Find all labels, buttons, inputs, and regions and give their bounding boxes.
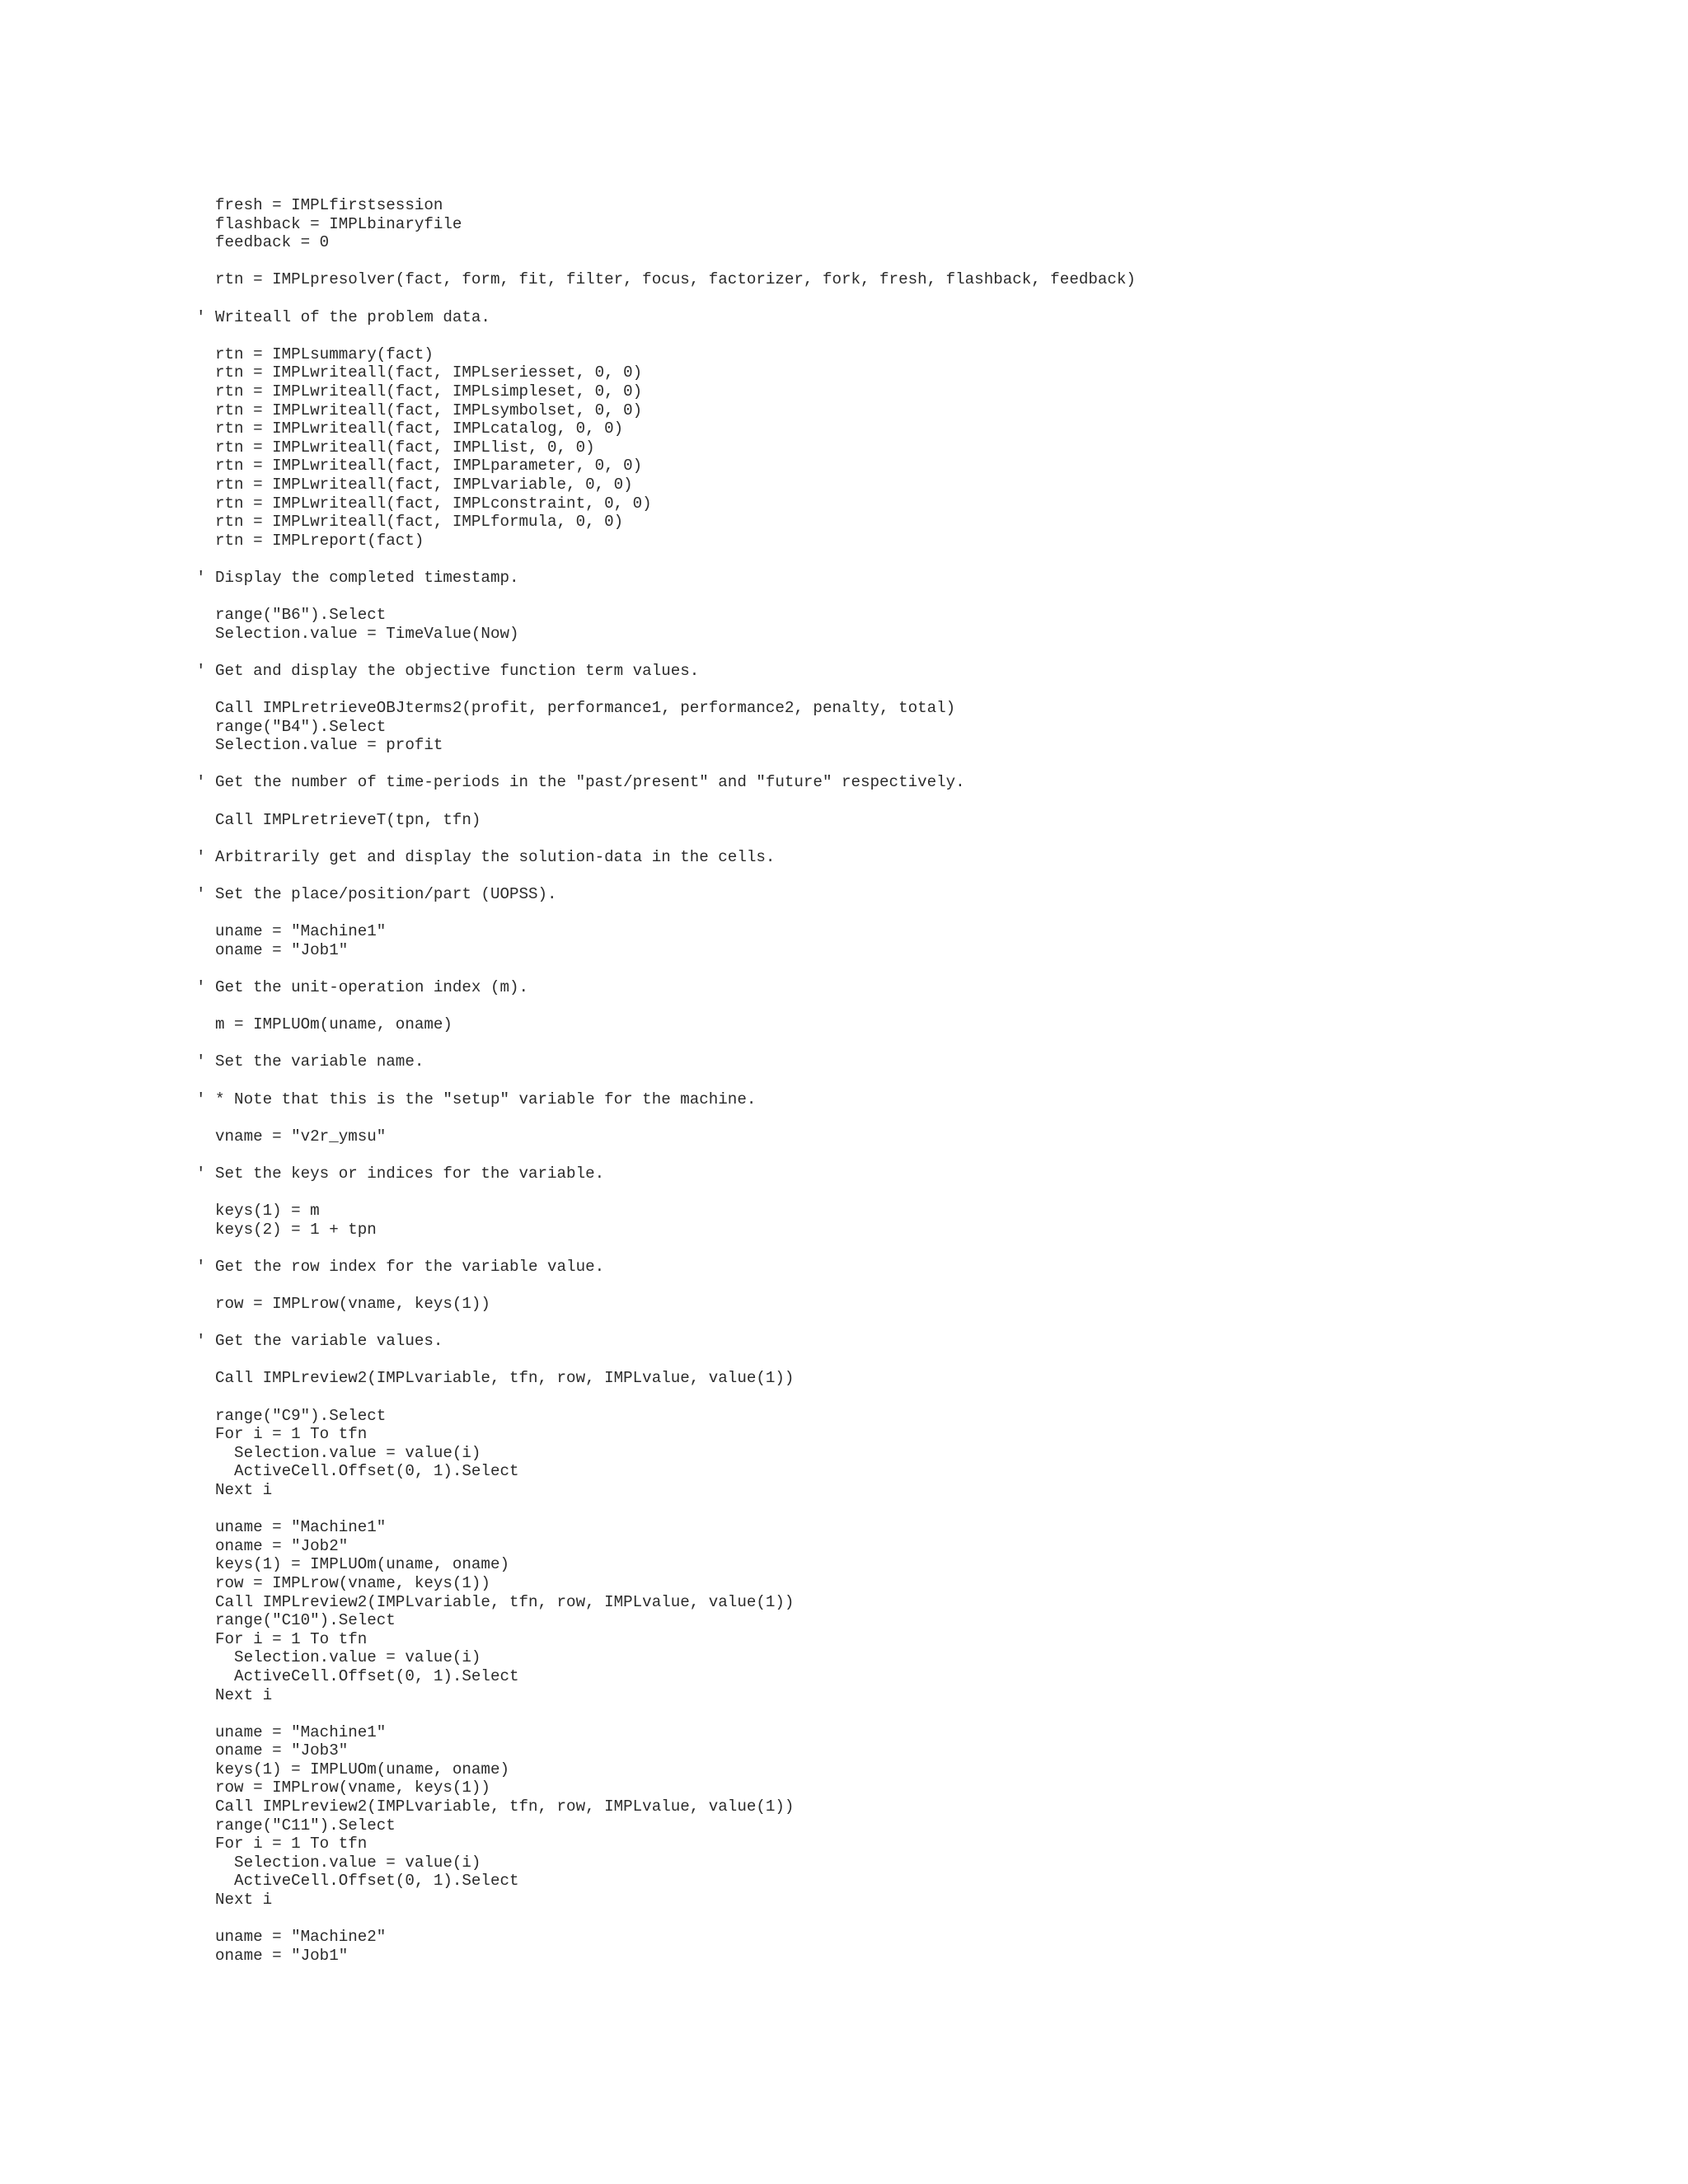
code-line: Selection.value = value(i) [196,1853,481,1872]
code-line: Next i [196,1891,273,1910]
code-line: uname = "Machine2" [196,1928,387,1947]
blank-line [196,252,1136,271]
code-line: uname = "Machine1" [196,922,387,941]
blank-line [196,1314,1136,1333]
code-line: row = IMPLrow(vname, keys(1)) [196,1573,490,1592]
comment-line: ' Get the variable values. [196,1332,443,1351]
blank-line [196,959,1136,978]
comment-line: ' Get the number of time-periods in the "past/present" and "future" respectively. [196,773,965,792]
code-line: oname = "Job1" [196,940,349,959]
code-line: rtn = IMPLwriteall(fact, IMPLcatalog, 0, 0) [196,419,624,438]
blank-line [196,1146,1136,1165]
code-line: range("B4").Select [196,717,387,736]
code-line: Selection.value = profit [196,736,443,755]
code-line: Call IMPLreview2(IMPLvariable, tfn, row, IMPLvalue, value(1)) [196,1592,795,1611]
code-line: keys(1) = IMPLUOm(uname, oname) [196,1760,509,1779]
code-line: oname = "Job2" [196,1536,349,1555]
code-line: rtn = IMPLwriteall(fact, IMPLvariable, 0, 0) [196,475,633,494]
blank-line [196,755,1136,774]
code-line: rtn = IMPLreport(fact) [196,531,424,550]
code-line: ActiveCell.Offset(0, 1).Select [196,1462,519,1481]
comment-line: ' * Note that this is the "setup" variable for the machine. [196,1090,757,1108]
comment-line: ' Set the variable name. [196,1052,424,1071]
code-line: rtn = IMPLwriteall(fact, IMPLconstraint, 0, 0) [196,494,652,513]
comment-line: ' Writeall of the problem data. [196,307,490,326]
blank-line [196,1239,1136,1258]
code-line: rtn = IMPLwriteall(fact, IMPLformula, 0, 0) [196,513,624,532]
comment-line: ' Get the unit-operation index (m). [196,977,529,996]
code-line: uname = "Machine1" [196,1722,387,1741]
code-line: keys(1) = m [196,1202,320,1221]
code-line: Selection.value = value(i) [196,1648,481,1667]
blank-line [196,1704,1136,1723]
blank-line [196,587,1136,606]
code-line: feedback = 0 [196,233,330,252]
blank-line [196,643,1136,662]
comment-line: ' Display the completed timestamp. [196,568,519,587]
code-line: rtn = IMPLwriteall(fact, IMPLsimpleset, 0, 0) [196,382,643,401]
comment-line: ' Set the keys or indices for the variable. [196,1164,605,1183]
code-line: Call IMPLreview2(IMPLvariable, tfn, row, IMPLvalue, value(1)) [196,1797,795,1816]
code-line: ActiveCell.Offset(0, 1).Select [196,1872,519,1891]
blank-line [196,1388,1136,1407]
code-line: rtn = IMPLwriteall(fact, IMPLlist, 0, 0) [196,438,595,457]
code-line: ActiveCell.Offset(0, 1).Select [196,1666,519,1685]
code-line: keys(2) = 1 + tpn [196,1220,377,1239]
code-line: For i = 1 To tfn [196,1425,368,1444]
code-line: fresh = IMPLfirstsession [196,196,443,214]
comment-line: ' Get the row index for the variable value. [196,1257,605,1276]
blank-line [196,997,1136,1016]
blank-line [196,1351,1136,1370]
code-line: uname = "Machine1" [196,1518,387,1537]
blank-line [196,1500,1136,1519]
comment-line: ' Set the place/position/part (UOPSS). [196,884,557,903]
code-line: Call IMPLretrieveOBJterms2(profit, performance1, performance2, penalty, total) [196,699,956,718]
blank-line [196,904,1136,923]
code-line: Selection.value = TimeValue(Now) [196,624,519,643]
code-line: oname = "Job3" [196,1741,349,1760]
code-line: vname = "v2r_ymsu" [196,1127,387,1146]
code-line: oname = "Job1" [196,1946,349,1965]
blank-line [196,1910,1136,1929]
code-line: For i = 1 To tfn [196,1835,368,1854]
blank-line [196,829,1136,848]
code-line: rtn = IMPLwriteall(fact, IMPLparameter, 0, 0) [196,457,643,476]
blank-line [196,1034,1136,1053]
blank-line [196,550,1136,569]
code-line: Next i [196,1480,273,1499]
code-line: Call IMPLreview2(IMPLvariable, tfn, row, IMPLvalue, value(1)) [196,1369,795,1388]
blank-line [196,1071,1136,1090]
blank-line [196,289,1136,308]
blank-line [196,1183,1136,1202]
blank-line [196,866,1136,885]
comment-line: ' Arbitrarily get and display the solution-data in the cells. [196,847,776,866]
code-line: Call IMPLretrieveT(tpn, tfn) [196,810,481,829]
code-line: Next i [196,1685,273,1704]
code-line: m = IMPLUOm(uname, oname) [196,1015,452,1034]
code-line: Selection.value = value(i) [196,1443,481,1462]
blank-line [196,792,1136,811]
code-line: rtn = IMPLpresolver(fact, form, fit, filter, focus, factorizer, fork, fresh, flashback, feedback) [196,270,1136,289]
code-line: rtn = IMPLsummary(fact) [196,344,434,363]
blank-line [196,326,1136,345]
code-line: range("C10").Select [196,1611,396,1630]
code-line: row = IMPLrow(vname, keys(1)) [196,1295,490,1314]
code-line: rtn = IMPLwriteall(fact, IMPLsymbolset, 0, 0) [196,401,643,419]
code-line: row = IMPLrow(vname, keys(1)) [196,1779,490,1797]
blank-line [196,680,1136,699]
code-line: For i = 1 To tfn [196,1629,368,1648]
blank-line [196,1108,1136,1127]
code-line: rtn = IMPLwriteall(fact, IMPLseriesset, 0, 0) [196,363,643,382]
code-line: flashback = IMPLbinaryfile [196,214,462,233]
blank-line [196,1276,1136,1295]
code-listing [196,196,1136,1965]
code-line: range("B6").Select [196,606,387,625]
code-line: keys(1) = IMPLUOm(uname, oname) [196,1555,509,1574]
comment-line: ' Get and display the objective function term values. [196,661,700,680]
code-line: range("C9").Select [196,1406,387,1425]
code-line: range("C11").Select [196,1816,396,1835]
